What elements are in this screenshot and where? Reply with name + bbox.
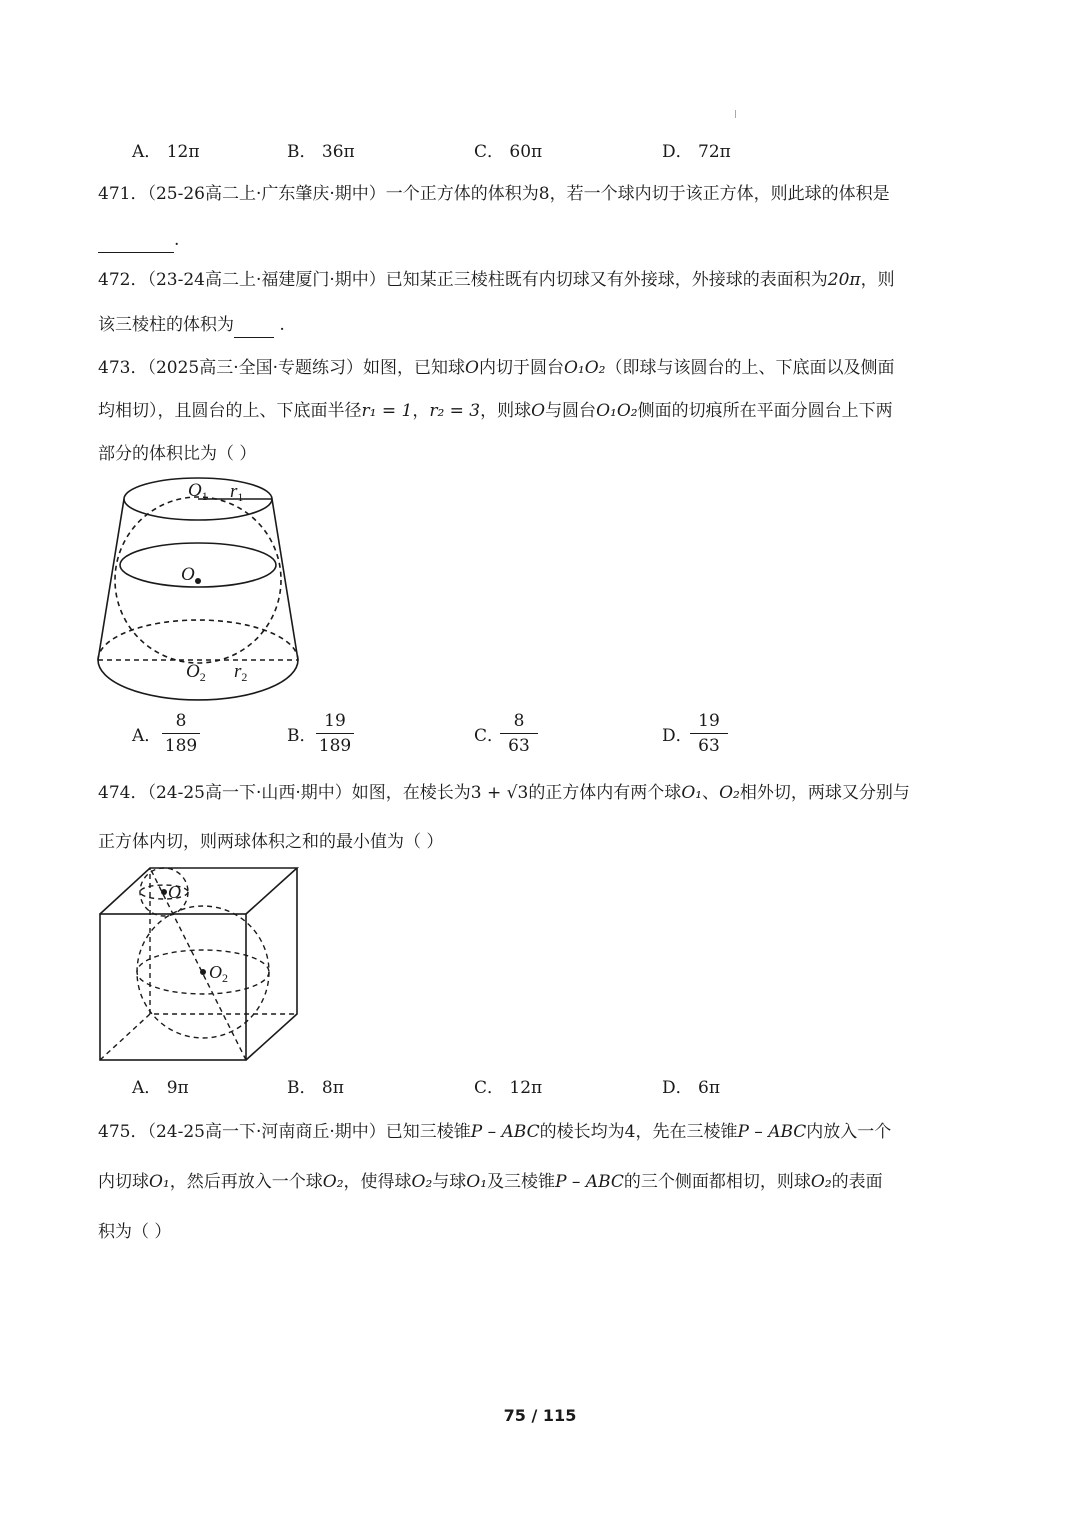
option-d-label[interactable]: D． [662,726,693,746]
scan-mark [735,110,736,118]
cube-hidden-bottom [100,1014,297,1060]
label-r2: $r_2$ [234,661,248,684]
center-o1 [161,889,167,895]
cube-top-edges [100,868,297,914]
option-a[interactable]: A． 9π [132,1078,189,1098]
option-b-fraction[interactable]: 19 189 [310,710,360,757]
option-b-label[interactable]: B． [287,726,317,746]
q471-line1: 471．（25-26高二上·广东肇庆·期中）一个正方体的体积为8，若一个球内切于该正方体，则此球的体积是 [98,184,890,204]
option-a-label[interactable]: A． [132,726,162,746]
cube-right-edges [246,868,297,1060]
q475-line1: 475．（24-25高一下·河南商丘·期中）已知三棱锥P – ABC的棱长均为4，先在三棱锥P – ABC内放入一个 [98,1122,892,1142]
q473-line1: 473．（2025高三·全国·专题练习）如图，已知球O内切于圆台O₁O₂（即球与该圆台的上、下底面以及侧面 [98,358,895,378]
answer-blank[interactable] [234,313,274,338]
label-o2: $O_2$ [186,661,206,684]
tangent-circle-back [120,543,276,565]
option-c[interactable]: C． 12π [474,1078,543,1098]
center-o2 [200,969,206,975]
option-a[interactable]: A． 12π [132,142,200,162]
label-r1: $r_1$ [230,481,244,504]
center-point [195,578,201,584]
option-b[interactable]: B． 36π [287,142,355,162]
answer-blank[interactable] [98,228,174,253]
left-slant [98,499,124,660]
q473-line3: 部分的体积比为（ ） [98,444,257,464]
q472-line2: 该三棱柱的体积为 . [98,313,285,338]
q473-line2: 均相切），且圆台的上、下底面半径r₁ = 1，r₂ = 3，则球O与圆台O₁O₂侧面的切痕所在平面分圆台上下两 [98,401,893,421]
option-c-label[interactable]: C． [474,726,505,746]
cube-figure [94,862,304,1068]
q474-line2: 正方体内切，则两球体积之和的最小值为（ ） [98,832,444,852]
option-d[interactable]: D． 6π [662,1078,721,1098]
q475-line2: 内切球O₁，然后再放入一个球O₂，使得球O₂与球O₁及三棱锥P – ABC的三个侧面都相切，则球O₂的表面 [98,1172,883,1192]
option-c-fraction[interactable]: 8 63 [494,710,544,757]
q471-line2: . [98,228,179,253]
label-o1: O [168,882,181,902]
frustum-figure [90,470,310,710]
right-slant [272,499,298,660]
option-b[interactable]: B． 8π [287,1078,344,1098]
option-d[interactable]: D． 72π [662,142,731,162]
option-d-fraction[interactable]: 19 63 [684,710,734,757]
option-a-fraction[interactable]: 8 189 [156,710,206,757]
label-o: O [181,564,195,585]
q474-line1: 474．（24-25高一下·山西·期中）如图，在棱长为3 + √3的正方体内有两个球O₁、O₂相外切，两球又分别与 [98,783,910,803]
q472-line1: 472．（23-24高二上·福建厦门·期中）已知某正三棱柱既有内切球又有外接球，外接球的表面积为20π，则 [98,270,895,290]
label-o2: $O_2$ [209,962,228,985]
label-o1: $O_1$ [188,480,208,503]
option-c[interactable]: C． 60π [474,142,543,162]
q475-line3: 积为（ ） [98,1222,172,1242]
cube-front-face [100,914,246,1060]
page-number: 75 / 115 [503,1406,577,1425]
